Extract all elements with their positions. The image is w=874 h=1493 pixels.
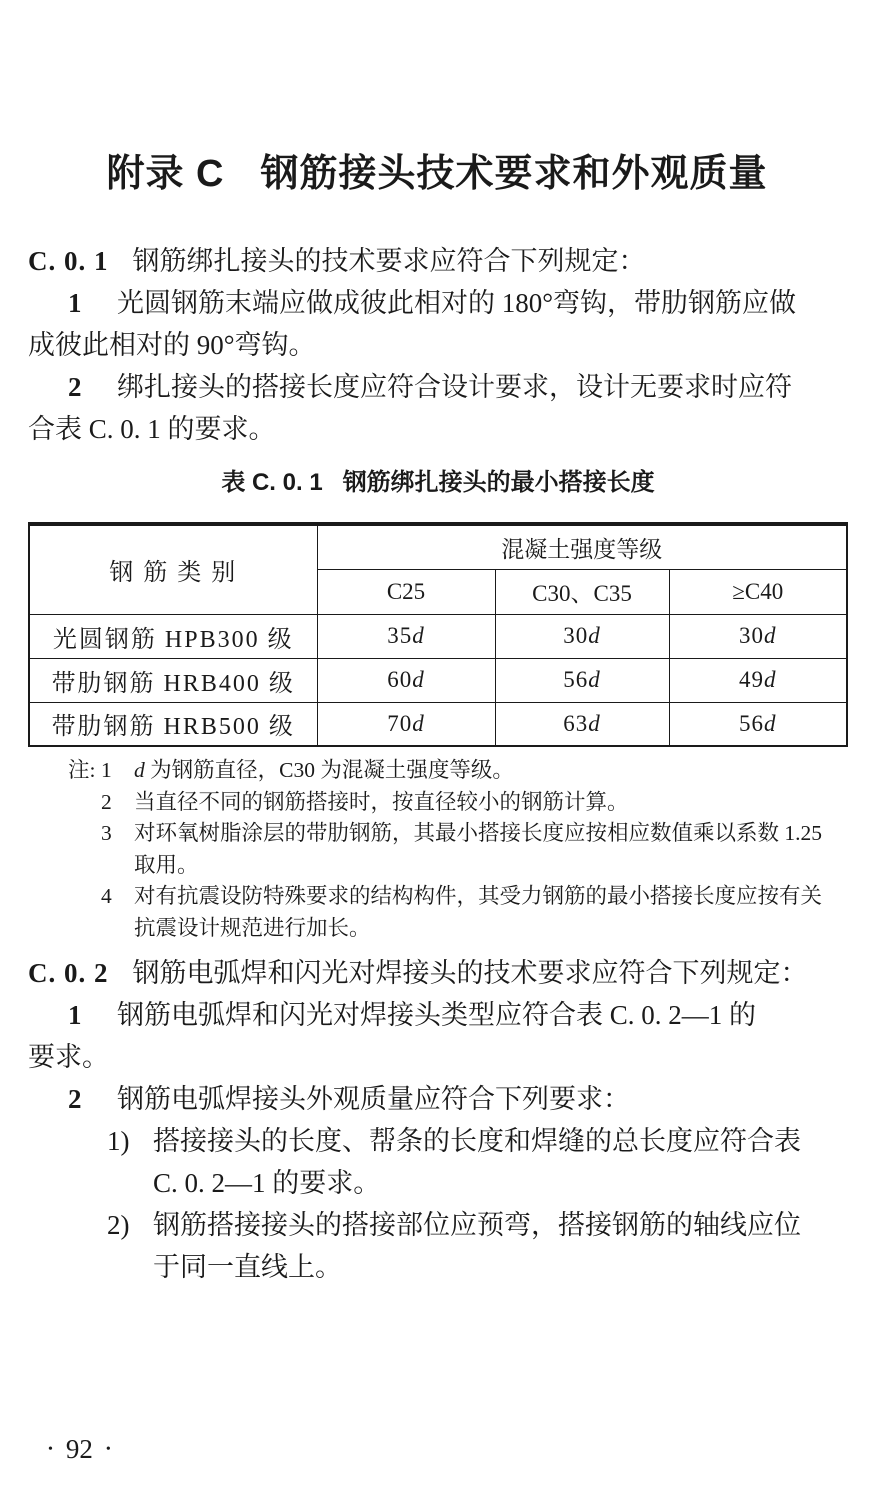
note-number: 1 [101,758,112,782]
d-suffix: d [588,623,601,648]
note-number: 2 [101,789,112,814]
table-cell: 60d [317,658,495,702]
note-text: d 为钢筋直径，C30 为混凝土强度等级。 [134,758,514,782]
item-text: 钢筋电弧焊接头外观质量应符合下列要求： [117,1084,630,1114]
table-header-rebar-type: 钢 筋 类 别 [29,524,317,614]
table-header-row-1 [29,524,847,569]
table-cell: 49d [669,658,847,702]
d-suffix: d [588,667,601,692]
footer-left-dot: • [48,1442,53,1457]
table-row-hpb300 [29,614,847,658]
clause-c01-item2-line1 [28,366,848,408]
note-item-1 [68,755,848,787]
d-suffix: d [412,710,425,736]
note-text: 当直径不同的钢筋搭接时，按直径较小的钢筋计算。 [134,789,629,814]
table-row-hrb500 [29,702,847,746]
row-label: 带肋钢筋 HRB400 级 [29,658,317,702]
d-suffix: d [764,710,777,736]
clause-c01-heading [28,240,848,282]
table-cell: 63d [495,702,669,746]
clause-c01-number: C. 0. 1 [28,246,109,276]
item-text: 绑扎接头的搭接长度应符合设计要求，设计无要求时应符 [117,372,792,402]
notes-label: 注: [68,758,96,782]
note-item-2 [68,787,848,819]
appendix-label: 附录 C [106,153,225,195]
table-cell: 30d [669,614,847,658]
document-page [0,150,874,1464]
page-title-text: 钢筋接头技术要求和外观质量 [260,153,768,195]
item-number: 2 [68,1084,82,1114]
clause-c02-number: C. 0. 2 [28,958,109,988]
clause-c02-sub1-line2: C. 0. 2—1 的要求。 [153,1168,381,1198]
clause-c02-sub2-line2: 于同一直线上。 [153,1252,342,1282]
table-cell: 70d [317,702,495,746]
d-suffix: d [412,667,425,692]
table-caption-text: 钢筋绑扎接头的最小搭接长度 [342,469,655,496]
clause-c02-sub1-line1 [28,1120,848,1162]
clause-c02-sub2-line1 [28,1204,848,1246]
note-item-4 [68,881,848,944]
sub-item-number: 1) [107,1126,130,1156]
footer-right-dot: • [105,1442,111,1457]
item-number: 1 [68,288,82,318]
item-text: 光圆钢筋末端应做成彼此相对的 180°弯钩，带肋钢筋应做 [117,288,797,318]
page-content [0,240,874,1288]
note-number: 3 [101,821,112,845]
clause-c01-item2-line2: 合表 C. 0. 1 的要求。 [28,414,276,444]
sub-item-text: 搭接接头的长度、帮条的长度和焊缝的总长度应符合表 [153,1126,801,1156]
sub-item-text: 钢筋搭接接头的搭接部位应预弯，搭接钢筋的轴线应位 [153,1210,801,1240]
table-header-c30-c35: C30、C35 [495,569,669,614]
footer-page-number: 92 [65,1434,93,1464]
table-caption [28,466,848,500]
clause-c01-item1-line2: 成彼此相对的 90°弯钩。 [28,330,316,360]
clause-c02-item1-line2: 要求。 [28,1042,109,1072]
clause-c02-heading [28,952,848,994]
table-cell: 56d [669,702,847,746]
item-text: 钢筋电弧焊和闪光对焊接头类型应符合表 C. 0. 2—1 的 [117,1000,757,1030]
sub-item-number: 2) [107,1210,130,1240]
d-suffix: d [588,710,601,736]
table-notes [28,755,848,944]
d-suffix: d [412,623,425,648]
d-suffix: d [764,667,777,692]
note-text: 对有抗震设防特殊要求的结构构件，其受力钢筋的最小搭接长度应按有关抗震设计规范进行加长。 [134,884,823,940]
page-title [0,150,874,198]
table-row-hrb400 [29,658,847,702]
table-cell: 30d [495,614,669,658]
note-item-3 [68,818,848,881]
page-number [48,1434,111,1465]
note-text: 对环氧树脂涂层的带肋钢筋，其最小搭接长度应按相应数值乘以系数 1.25 取用。 [134,821,823,877]
row-label: 带肋钢筋 HRB500 级 [29,702,317,746]
table-header-c40: ≥C40 [669,569,847,614]
clause-c01-item1-line1 [28,282,848,324]
clause-c02-heading-text: 钢筋电弧焊和闪光对焊接头的技术要求应符合下列规定： [132,958,808,988]
lap-length-table [28,522,848,747]
table-caption-number: 表 C. 0. 1 [221,469,323,496]
table-header-c25: C25 [317,569,495,614]
d-suffix: d [764,623,777,648]
clause-c01-heading-text: 钢筋绑扎接头的技术要求应符合下列规定： [132,246,646,276]
table-cell: 35d [317,614,495,658]
table-cell: 56d [495,658,669,702]
note-number: 4 [101,884,112,908]
clause-c02-item2-line1 [28,1078,848,1120]
table-header-concrete-grade: 混凝土强度等级 [317,524,847,569]
row-label: 光圆钢筋 HPB300 级 [29,614,317,658]
item-number: 1 [68,1000,82,1030]
item-number: 2 [68,372,82,402]
clause-c02-item1-line1 [28,994,848,1036]
